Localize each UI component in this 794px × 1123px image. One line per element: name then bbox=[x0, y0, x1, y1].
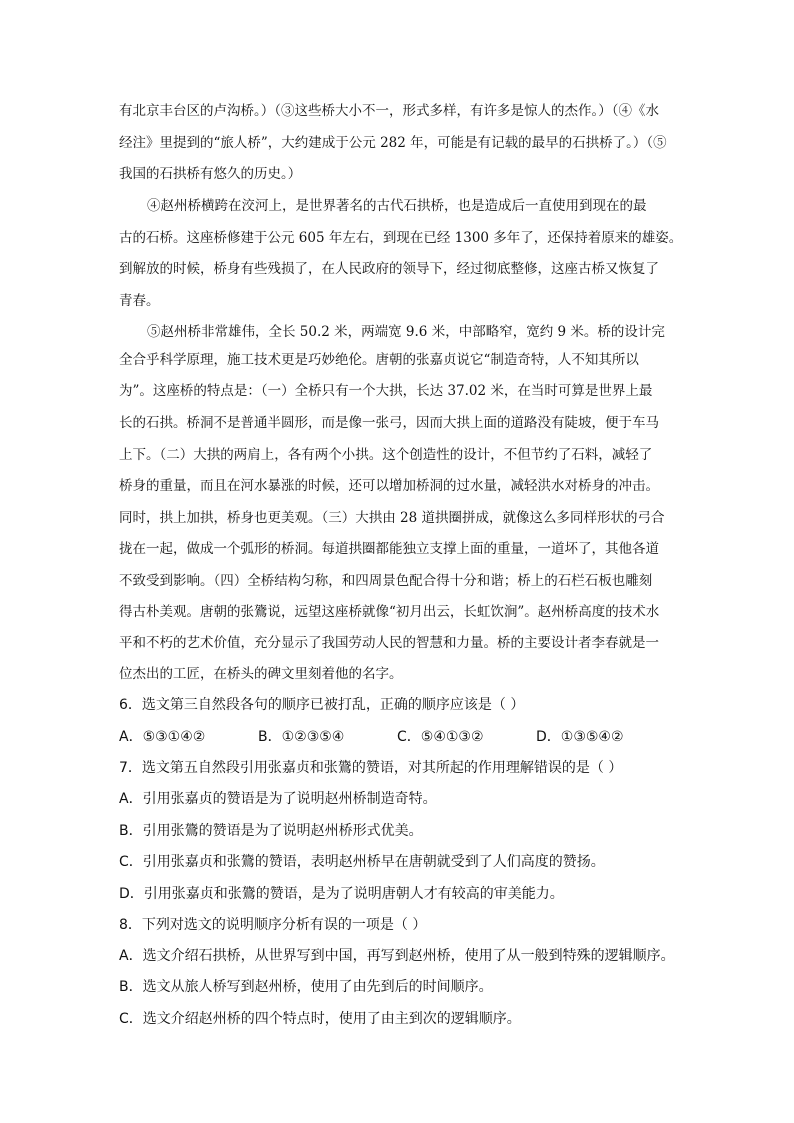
passage-line: 青春。 bbox=[119, 293, 160, 309]
question-8-stem: 8．下列对选文的说明顺序分析有误的一项是（ ） bbox=[119, 917, 427, 933]
passage-line: 平和不朽的艺术价值，充分显示了我国劳动人民的智慧和力量。桥的主要设计者李春就是一 bbox=[119, 635, 659, 651]
passage-line: 长的石拱。桥洞不是普通半圆形，而是像一张弓，因而大拱上面的道路没有陡坡，便于车马 bbox=[119, 415, 659, 431]
passage-line: 有北京丰台区的卢沟桥。）（③这些桥大小不一，形式多样，有许多是惊人的杰作。）（④《水 bbox=[119, 103, 659, 119]
question-6-stem: 6．选文第三自然段各句的顺序已被打乱，正确的顺序应该是（ ） bbox=[119, 697, 525, 713]
passage-line: ⑤赵州桥非常雄伟，全长 50.2 米，两端宽 9.6 米，中部略窄，宽约 9 米。桥的设计完 bbox=[147, 324, 665, 340]
question-8-option-c: C．选文介绍赵州桥的四个特点时，使用了由主到次的逻辑顺序。 bbox=[119, 1011, 521, 1027]
question-6-option-d: D．①③⑤④② bbox=[536, 729, 624, 745]
question-8-option-a: A．选文介绍石拱桥，从世界写到中国，再写到赵州桥，使用了从一般到特殊的逻辑顺序。 bbox=[119, 948, 675, 964]
question-7-stem: 7．选文第五自然段引用张嘉贞和张鷟的赞语，对其所起的作用理解错误的是（ ） bbox=[119, 760, 623, 776]
passage-line: 不致受到影响。（四）全桥结构匀称，和四周景色配合得十分和谐；桥上的石栏石板也雕刻 bbox=[119, 573, 653, 589]
question-6-option-c: C．⑤④①③② bbox=[397, 729, 484, 745]
passage-line: 全合乎科学原理，施工技术更是巧妙绝伦。唐朝的张嘉贞说它“制造奇特，人不知其所以 bbox=[119, 352, 639, 368]
passage-line: 位杰出的工匠，在桥头的碑文里刻着他的名字。 bbox=[119, 666, 403, 682]
passage-line: 我国的石拱桥有悠久的历史。） bbox=[119, 166, 302, 182]
passage-line: 桥身的重量，而且在河水暴涨的时候，还可以增加桥洞的过水量，减轻洪水对桥身的冲击。 bbox=[119, 478, 659, 494]
question-7-option-b: B．引用张鷟的赞语是为了说明赵州桥形式优美。 bbox=[119, 823, 423, 839]
passage-line: 同时，拱上加拱，桥身也更美观。（三）大拱由 28 道拱圈拼成，就像这么多同样形状的弓合 bbox=[119, 510, 665, 526]
passage-line: 为”。这座桥的特点是：（一）全桥只有一个大拱，长达 37.02 米，在当时可算是世界上最 bbox=[119, 383, 653, 399]
passage-line: ④赵州桥横跨在洨河上，是世界著名的古代石拱桥，也是造成后一直使用到现在的最 bbox=[147, 198, 647, 214]
question-6-option-b: B．①②③⑤④ bbox=[258, 729, 345, 745]
passage-line: 上下。（二）大拱的两肩上，各有两个小拱。这个创造性的设计，不但节约了石料，减轻了 bbox=[119, 447, 653, 463]
passage-line: 得古朴美观。唐朝的张鷟说，远望这座桥就像“初月出云，长虹饮涧”。赵州桥高度的技术水 bbox=[119, 604, 660, 620]
passage-line: 经注》里提到的“旅人桥”，大约建成于公元 282 年，可能是有记载的最早的石拱桥了。）（⑤ bbox=[119, 135, 667, 151]
passage-line: 到解放的时候，桥身有些残损了，在人民政府的领导下，经过彻底整修，这座古桥又恢复了 bbox=[119, 261, 659, 277]
question-6-option-a: A．⑤③①④② bbox=[119, 729, 206, 745]
question-8-option-b: B．选文从旅人桥写到赵州桥，使用了由先到后的时间顺序。 bbox=[119, 979, 493, 995]
passage-line: 拢在一起，做成一个弧形的桥洞。每道拱圈都能独立支撑上面的重量，一道坏了，其他各道 bbox=[119, 541, 659, 557]
question-7-option-a: A．引用张嘉贞的赞语是为了说明赵州桥制造奇特。 bbox=[119, 791, 437, 807]
question-7-option-c: C．引用张嘉贞和张鷟的赞语，表明赵州桥早在唐朝就受到了人们高度的赞扬。 bbox=[119, 854, 605, 870]
question-7-option-d: D．引用张嘉贞和张鷟的赞语，是为了说明唐朝人才有较高的审美能力。 bbox=[119, 886, 564, 902]
passage-line: 古的石桥。这座桥修建于公元 605 年左右，到现在已经 1300 多年了，还保持着原来的雄姿。 bbox=[119, 230, 683, 246]
